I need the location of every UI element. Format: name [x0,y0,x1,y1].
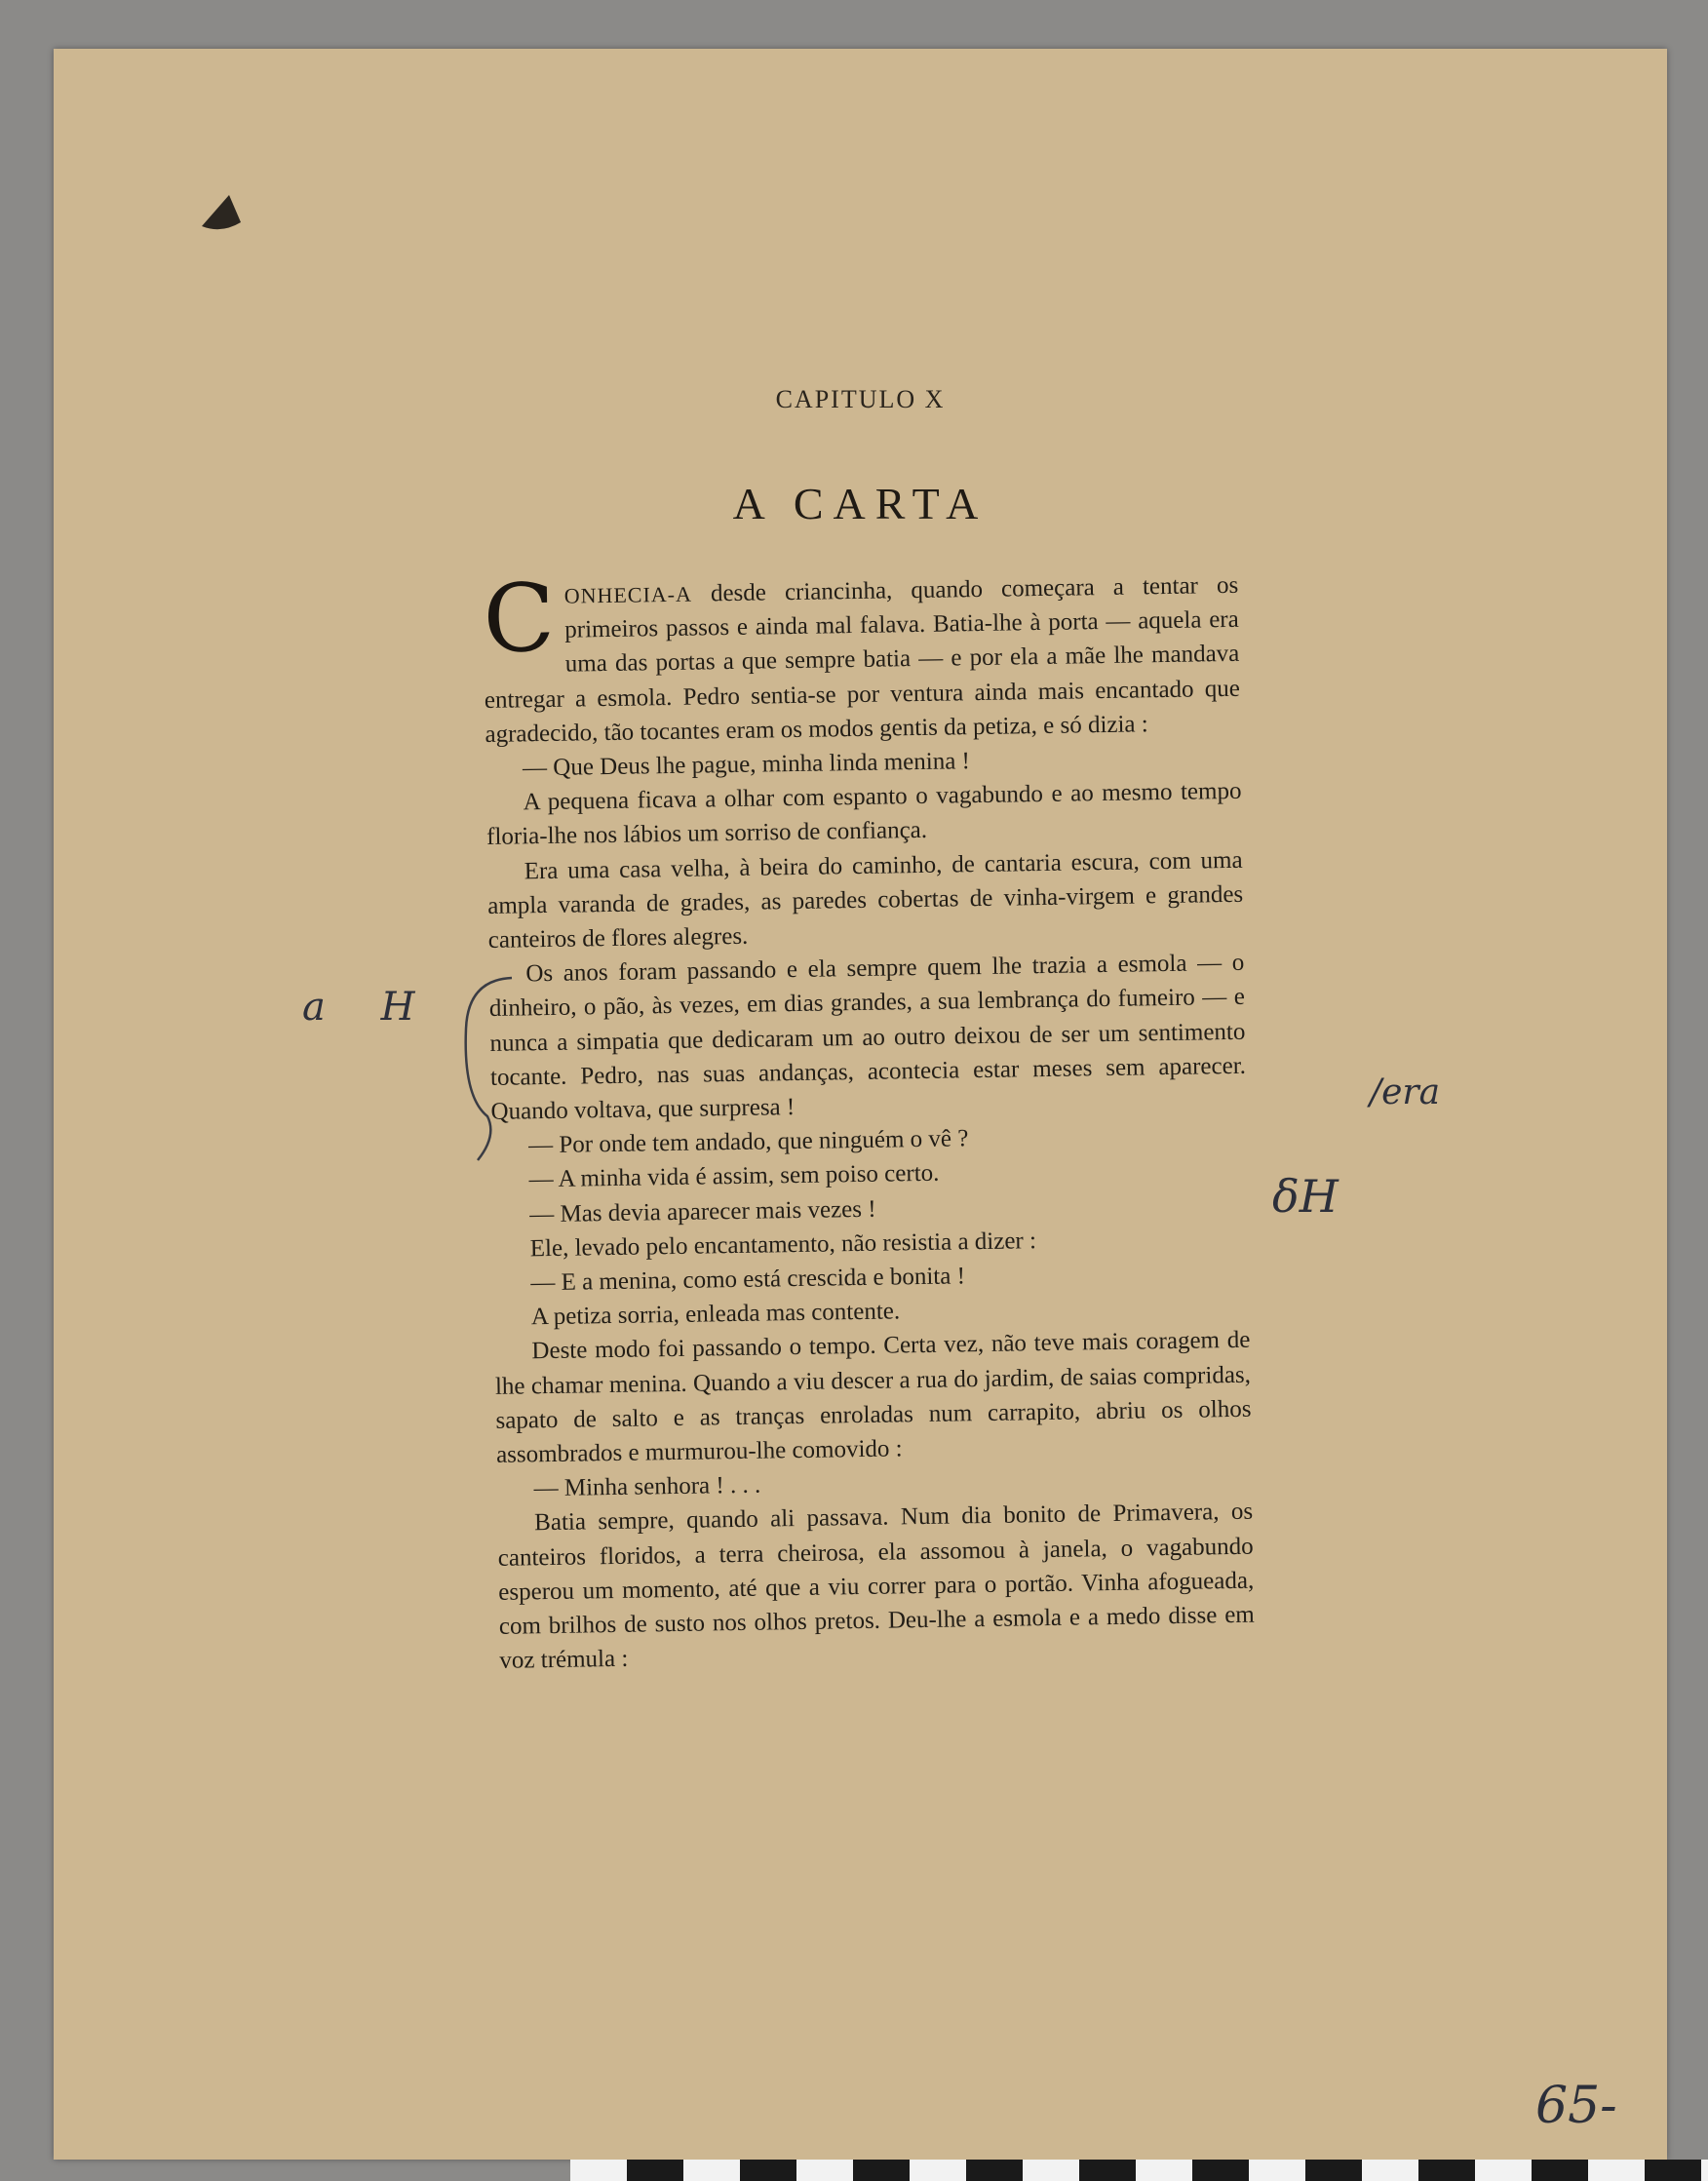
paragraph: — A minha vida é assim, sem poiso certo. [528,1160,940,1193]
first-paragraph-text: desde criancinha, quando começara a tentar os primeiros passos e ainda mal falava. Batia-lhe à porta — aquela era uma das portas a que sempre batia — e por ela a mãe lhe mandava entregar a esmola. Pedro sentia-se por ventura ainda mais encantado que agradecido, tão tocantes eram os modos gentis da petiza, e só dizia : [484,571,1241,748]
paragraph: Ele, levado pelo encantamento, não resistia a dizer : [529,1227,1037,1263]
punched-corner-icon [200,193,243,232]
paragraph: A pequena ficava a olhar com espanto o vagabundo e ao mesmo tempo floria-lhe nos lábios um sorriso de confiança. [485,778,1242,851]
paragraph: — Minha senhora ! . . . [533,1471,761,1502]
drop-cap: C [482,563,556,674]
margin-note-mark: δH [1272,1170,1339,1223]
chapter-body [482,563,1256,1679]
paragraph: — Por onde tem andado, que ninguém o vê ? [527,1125,969,1159]
document-page [54,49,1667,2160]
paragraph: Os anos foram passando e ela sempre quem lhe trazia a esmola — o dinheiro, o pão, às vezes, em dias grandes, a sua lembrança do fumeiro — e nunca a simpatia que dedicaram um ao outro deixou de ser um sentimento tocante. Pedro, nas suas andanças, acontecia estar meses sem aparecer. Quando voltava, que surpresa ! [488,950,1247,1125]
scale-ruler [570,2160,1708,2181]
paragraph: Batia sempre, quando ali passava. Num dia bonito de Primavera, os canteiros floridos, a terra cheirosa, ela assomou à janela, o vagabundo esperou um momento, até que a viu correr para o portão. Vinha afogueada, com brilhos de susto nos olhos pretos. Deu-lhe a esmola e a medo disse em voz trémula : [497,1499,1255,1675]
first-word: ONHECIA-A [563,581,693,608]
margin-note-era: /era [1370,1072,1441,1112]
margin-note-left: a H [302,985,437,1030]
first-paragraph [482,563,1241,752]
paragraph: — Que Deus lhe pague, minha linda menina ! [522,748,971,782]
paragraph: A petiza sorria, enleada mas contente. [530,1298,901,1331]
paragraph: — E a menina, como está crescida e bonita ! [530,1263,966,1297]
chapter-label: CAPITULO X [775,385,946,413]
pencil-bracket-icon [458,970,517,1165]
paragraph: — Mas devia aparecer mais vezes ! [529,1195,876,1227]
paragraph: Deste modo foi passando o tempo. Certa vez, não teve mais coragem de lhe chamar menina. Quando a viu descer a rua do jardim, de saias compridas, sapato de salto e as tranças enroladas num carrapito, abriu os olhos assombrados e murmurou-lhe comovido : [494,1327,1252,1468]
page-number: 65- [1535,2077,1617,2135]
paragraph: Era uma casa velha, à beira do caminho, de cantaria escura, com uma ampla varanda de grades, as paredes cobertas de vinha-virgem e grandes canteiros de flores alegres. [487,846,1244,954]
chapter-title: A CARTA [732,479,989,528]
